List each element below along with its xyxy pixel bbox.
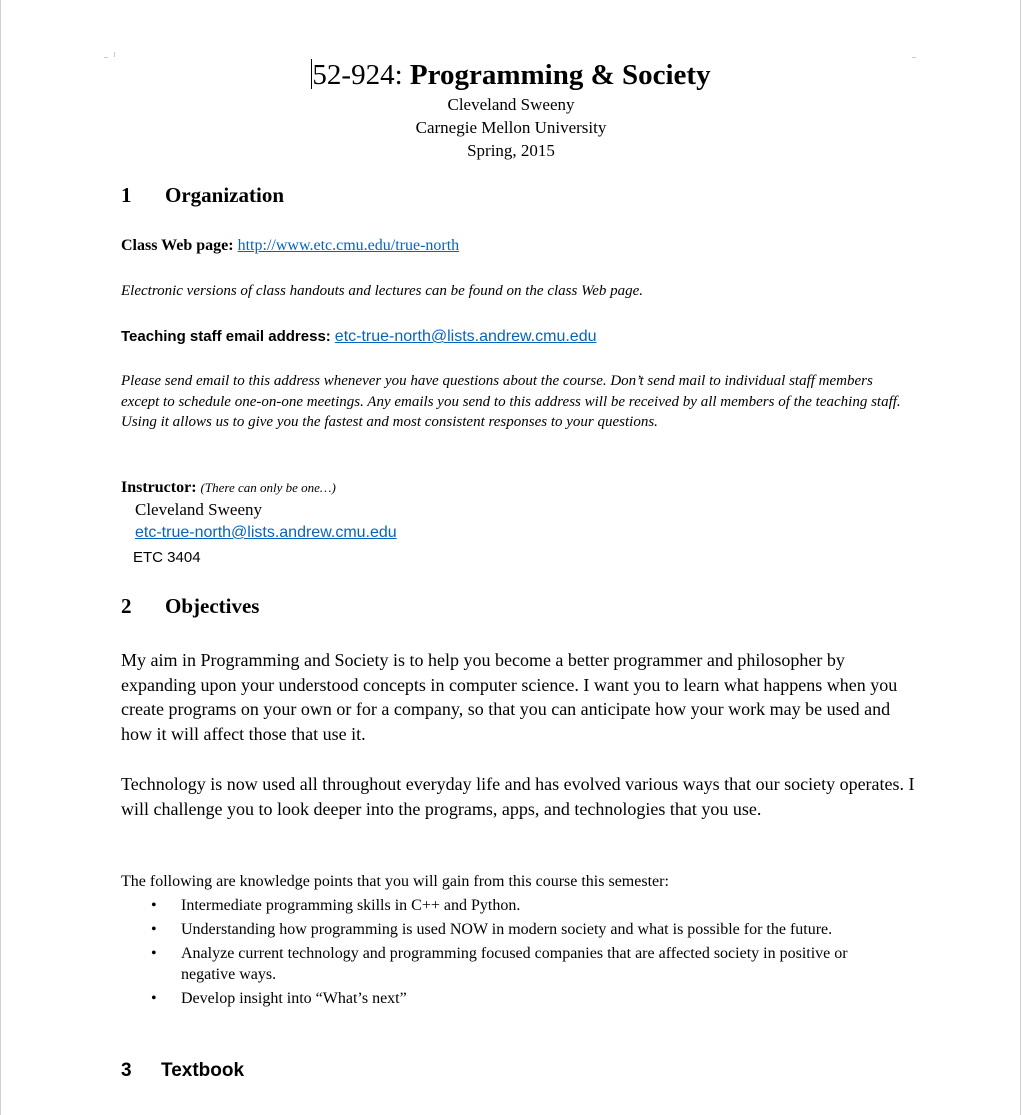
section-heading-objectives xyxy=(121,594,259,619)
knowledge-points-intro: The following are knowledge points that you will gain from this course this semester: xyxy=(121,873,669,890)
section-title: Objectives xyxy=(165,594,260,618)
university-subtitle: Carnegie Mellon University xyxy=(415,118,607,137)
section-title: Textbook xyxy=(161,1060,245,1081)
course-number: 52-924: xyxy=(312,59,403,91)
margin-corner-mark xyxy=(114,52,115,57)
staff-email-line xyxy=(121,328,596,346)
section-number: 3 xyxy=(121,1060,132,1081)
instructor-label: Instructor: xyxy=(121,479,197,496)
objectives-paragraph-2: Technology is now used all throughout everyday life and has evolved various ways that our society operates. I will challenge you to look deeper into the programs, apps, and technologies that you use. xyxy=(121,774,915,819)
course-name: Programming & Society xyxy=(409,59,711,91)
section-title: Organization xyxy=(165,183,284,207)
list-item: • Develop insight into “What’s next” xyxy=(151,990,407,1007)
term-subtitle: Spring, 2015 xyxy=(467,141,555,160)
instructor-name: Cleveland Sweeny xyxy=(135,500,262,519)
staff-email-label: Teaching staff email address: xyxy=(121,328,331,345)
list-item: • Intermediate programming skills in C++ and Python. xyxy=(151,897,521,914)
section-number: 2 xyxy=(121,594,132,618)
list-item: • Understanding how programming is used NOW in modern society and what is possible for the future. xyxy=(151,921,833,938)
bullet-icon: • xyxy=(151,945,157,962)
instructor-office: ETC 3404 xyxy=(133,549,201,566)
list-item: • Analyze current technology and programming focused companies that are affected society in positive or negative ways. xyxy=(151,945,848,983)
section-heading-organization xyxy=(121,183,284,208)
instructor-subtitle: Cleveland Sweeny xyxy=(447,95,575,114)
bullet-icon: • xyxy=(151,921,157,938)
instructor-aside: (There can only be one…) xyxy=(200,480,336,495)
page-edge-right xyxy=(1020,0,1021,1115)
knowledge-points-list xyxy=(121,895,921,1009)
document-title xyxy=(0,58,1022,92)
instructor-line xyxy=(121,479,336,497)
bullet-icon: • xyxy=(151,897,157,914)
page-edge-left xyxy=(0,0,1,1115)
web-page-note: Electronic versions of class handouts and lectures can be found on the class Web page. xyxy=(121,283,644,299)
objectives-paragraph-1: My aim in Programming and Society is to help you become a better programmer and philosopher by expanding upon your understood concepts in computer science. I want you to learn what happens when you create programs on your own or for a company, so that you can anticipate how your work may be used and how it will affect those that use it. xyxy=(121,650,898,744)
section-number: 1 xyxy=(121,183,132,207)
bullet-icon: • xyxy=(151,990,157,1007)
knowledge-points xyxy=(121,871,921,1012)
section-heading-textbook xyxy=(121,1060,244,1082)
class-web-page-link[interactable]: http://www.etc.cmu.edu/true-north xyxy=(237,237,460,254)
staff-email-link[interactable]: etc-true-north@lists.andrew.cmu.edu xyxy=(334,328,597,345)
class-web-page-label: Class Web page: xyxy=(121,237,234,254)
class-web-page-line xyxy=(121,237,459,255)
instructor-email-link[interactable]: etc-true-north@lists.andrew.cmu.edu xyxy=(135,524,397,541)
staff-email-note: Please send email to this address whenever you have questions about the course. Don’t send mail to individual staff members except to schedule one-on-one meetings. Any emails you send to this address will be received by all members of the teaching staff. Using it allows us to give you the fastest and most consistent responses to your questions. xyxy=(121,373,901,430)
